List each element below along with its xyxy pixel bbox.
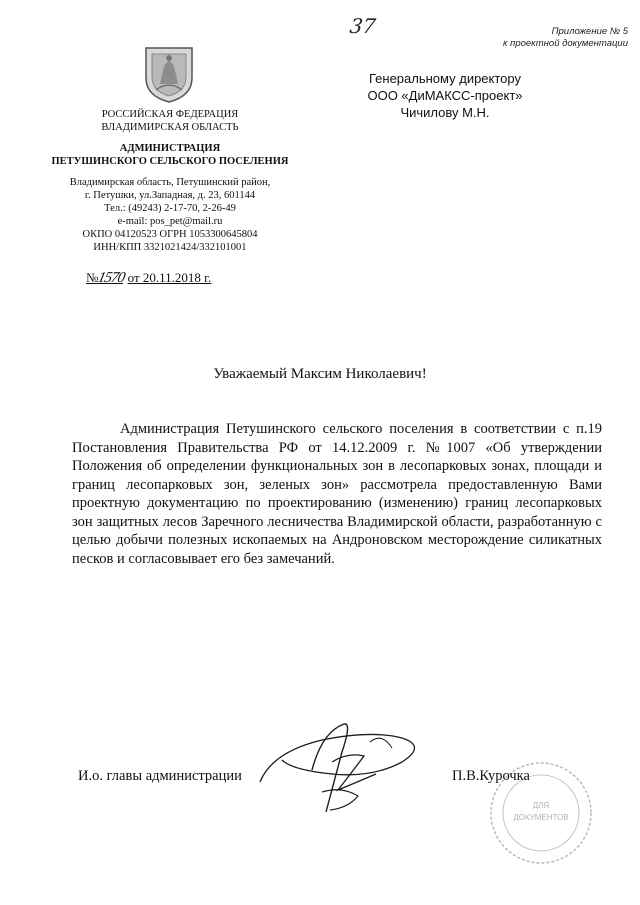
registration-date: от 20.11.2018 г. [127, 270, 212, 285]
coat-of-arms-emblem [142, 44, 196, 104]
sender-letterhead [40, 108, 300, 254]
sender-phone: Тел.: (49243) 2-17-70, 2-26-49 [104, 203, 236, 214]
stamp-line-1: ДЛЯ [532, 801, 550, 810]
handwritten-signature [252, 712, 438, 822]
sender-address-line-2: г. Петушки, ул.Западная, д. 23, 601144 [84, 190, 256, 201]
addressee-block [340, 70, 550, 121]
sender-address-line-1: Владимирская область, Петушинский район, [69, 177, 271, 188]
page-number: 37 [348, 14, 378, 38]
addressee-company: ООО «ДиМАКСС-проект» [367, 88, 523, 103]
appendix-note [470, 26, 628, 50]
sender-country: РОССИЙСКАЯ ФЕДЕРАЦИЯ [101, 109, 239, 120]
letter-body: Администрация Петушинского сельского поселения в соответствии с п.19 Постановления Правительства РФ от 14.12.2009 г. №1007 «Об утверждении Положения об определении функциональных зон в лесопарковых зонах, площади и границ лесопарковых зон, зеленых зон» рассмотрела предоставленную Вами проектную документацию по проектированию (изменению) границ лесопарковых зон защитных лесов Заречного лесничества Владимирской области, разработанную с целью добычи полезных ископаемых на Андроновском месторождение силикатных песков и согласовывает его без замечаний. [72, 421, 602, 567]
sender-email: e-mail: pos_pet@mail.ru [117, 216, 223, 227]
sender-region: ВЛАДИМИРСКАЯ ОБЛАСТЬ [101, 122, 239, 133]
official-stamp [486, 758, 596, 868]
appendix-line-2: к проектной документации [502, 38, 628, 49]
registration-number: 1570 [96, 270, 127, 286]
registration-line [86, 270, 211, 287]
sender-inn-kpp: ИНН/КПП 3321021424/332101001 [93, 242, 247, 253]
registration-number-prefix: № [86, 270, 99, 285]
sender-org-line-1: АДМИНИСТРАЦИЯ [119, 143, 221, 154]
signatory-title: И.о. главы администрации [78, 768, 242, 784]
signatory-name: П.В.Курочка [452, 768, 530, 784]
addressee-name: Чичилову М.Н. [400, 105, 490, 120]
stamp-line-2: ДОКУМЕНТОВ [513, 813, 569, 822]
sender-okpo-ogrn: ОКПО 04120523 ОГРН 1053300645804 [82, 229, 258, 240]
appendix-line-1: Приложение № 5 [551, 26, 628, 37]
greeting: Уважаемый Максим Николаевич! [213, 366, 427, 382]
sender-org-line-2: ПЕТУШИНСКОГО СЕЛЬСКОГО ПОСЕЛЕНИЯ [51, 156, 289, 167]
addressee-position: Генеральному директору [369, 71, 521, 86]
